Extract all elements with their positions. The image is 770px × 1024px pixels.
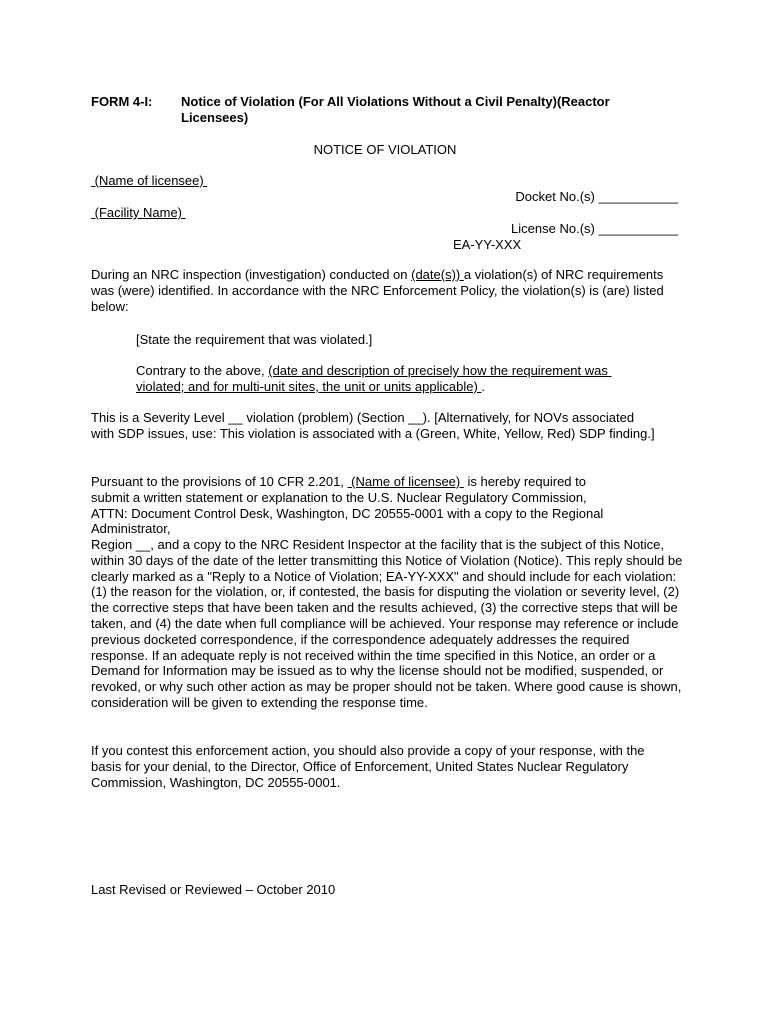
- pursuant-paragraph-first: Pursuant to the provisions of 10 CFR 2.201, (Name of licensee) is hereby required to submit a written statement or explanation to the U.S. Nuclear Regulatory Commission, ATTN: Document Control Desk, Washington, DC 20555-0001 with a copy to the Regional Administrator,: [91, 474, 604, 537]
- contest-paragraph: If you contest this enforcement action, you should also provide a copy of your response, with the basis for your denial, to the Director, Office of Enforcement, United States Nuclear Regulatory Commission, Washington, DC 20555-0001.: [91, 743, 645, 790]
- licensee-name-field: (Name of licensee): [91, 173, 208, 188]
- form-title-line2: Licensees): [181, 110, 249, 125]
- pursuant-paragraph-second: Region __, and a copy to the NRC Resident Inspector at the facility that is the subject of this Notice, within 30 days of the date of the letter transmitting this Notice of Violation (Notice). This reply should be clearly marked as a "Reply to a Notice of Violation; EA-YY-XXX" and should include for each violation: (1) the reason for the violation, or, if contested, the basis for disputing the violation or severity level, (2) the corrective steps that have been taken and the results achieved, (3) the corrective steps that will be taken, and (4) the date when full compliance will be achieved. Your response may reference or include previous docketed correspondence, if the correspondence adequately addresses the required response. If an adequate reply is not received within the time specified in this Notice, an order or a Demand for Information may be issued as to why the license should not be modified, suspended, or revoked, or why such other action as may be proper should not be taken. Where good cause is shown, consideration will be given to extending the response time.: [91, 537, 683, 710]
- revision-footer: Last Revised or Reviewed – October 2010: [91, 882, 336, 897]
- docket-number: Docket No.(s) ___________: [515, 189, 678, 204]
- severity-paragraph: This is a Severity Level __ violation (problem) (Section __). [Alternatively, for NOVs associated with SDP issues, use: This violation is associated with a (Green, White, Yellow, Red) SDP finding.]: [91, 410, 655, 441]
- contrary-statement: Contrary to the above, (date and description of precisely how the requirement was violated; and for multi-unit sites, the unit or units applicable) .: [136, 363, 612, 394]
- ea-number: EA-YY-XXX: [453, 237, 522, 252]
- intro-paragraph: During an NRC inspection (investigation) conducted on (date(s)) a violation(s) of NRC requirements was (were) identified. In accordance with the NRC Enforcement Policy, the violation(s) is (are) listed below:: [91, 267, 664, 314]
- form-label: FORM 4-I:: [91, 94, 153, 109]
- notice-heading: NOTICE OF VIOLATION: [313, 142, 457, 157]
- license-number: License No.(s) ___________: [511, 221, 678, 236]
- form-title-line1: Notice of Violation (For All Violations Without a Civil Penalty)(Reactor: [181, 94, 610, 109]
- requirement-statement: [State the requirement that was violated.]: [136, 332, 373, 347]
- facility-name-field: (Facility Name): [91, 205, 186, 220]
